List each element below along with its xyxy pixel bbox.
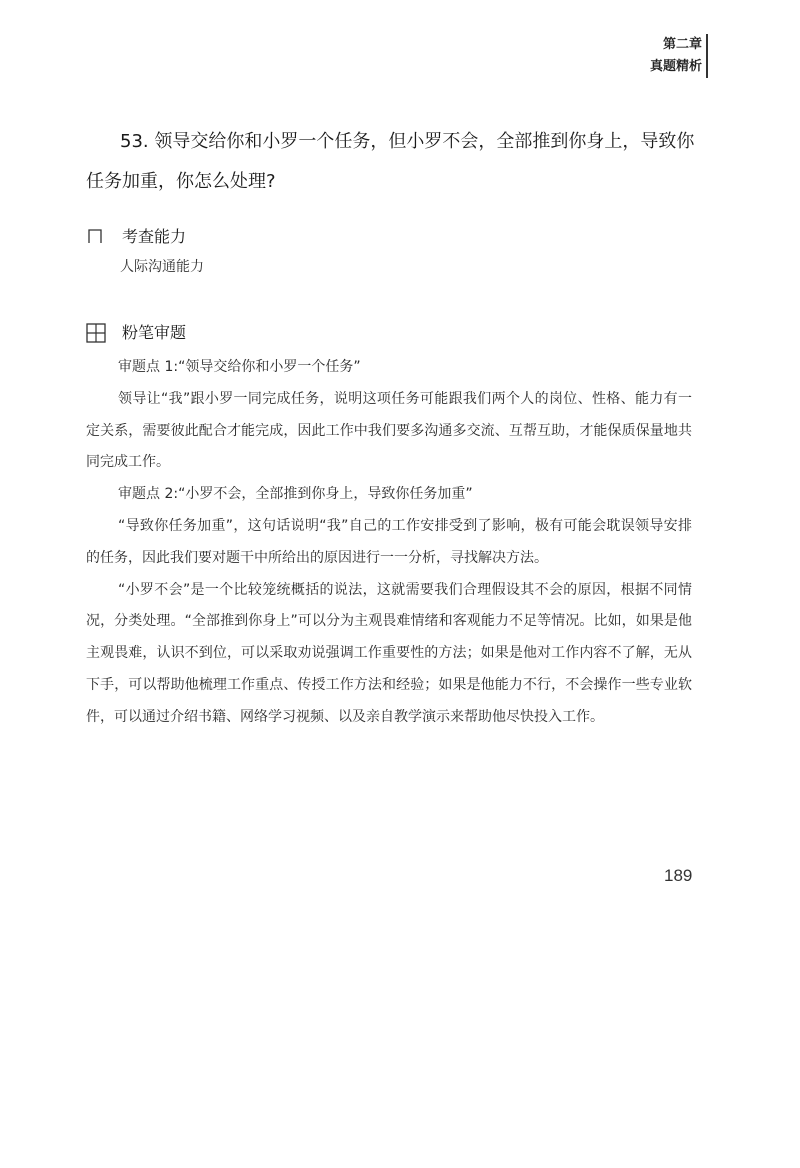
grid-box-icon — [86, 323, 104, 341]
chapter-label: 第二章 — [662, 37, 702, 52]
ability-content: 人际沟通能力 — [120, 259, 204, 275]
analysis-title: 粉笔审题 — [122, 323, 187, 342]
analysis-point-heading: 审题点 2:“小罗不会，全部推到你身上，导致你任务加重” — [118, 486, 473, 503]
analysis-section-heading — [86, 320, 186, 343]
section-label: 真题精析 — [649, 59, 702, 74]
question-text — [86, 122, 706, 202]
page-number: 189 — [664, 866, 693, 885]
running-header — [650, 34, 702, 78]
analysis-point-heading: 审题点 1:“领导交给你和小罗一个任务” — [118, 359, 361, 375]
analysis-paragraph: “导致你任务加重”，这句话说明“我”自己的工作安排受到了影响，极有可能会耽误领导安排的任务，因此我们要对题干中所给出的原因进行一一分析，寻找解决方法。 — [86, 517, 692, 566]
ability-title: 考查能力 — [122, 227, 187, 246]
header-divider — [706, 34, 708, 78]
analysis-paragraph: 领导让“我”跟小罗一同完成任务，说明这项任务可能跟我们两个人的岗位、性格、能力有一定关系，需要彼此配合才能完成，因此工作中我们要多沟通多交流、互帮互助，才能保质保量地共同完成工作。 — [86, 390, 692, 471]
analysis-body — [86, 352, 692, 734]
ability-section-heading — [86, 224, 186, 247]
analysis-paragraph: “小罗不会”是一个比较笼统概括的说法，这就需要我们合理假设其不会的原因，根据不同情况，分类处理。“全部推到你身上”可以分为主观畏难情绪和客观能力不足等情况。比如，如果是他主观畏难，认识不到位，可以采取劝说强调工作重要性的方法；如果是他对工作内容不了解，无从下手，可以帮助他梳理工作重点、传授工作方法和经验；如果是他能力不行，不会操作一些专业软件，可以通过介绍书籍、网络学习视频、以及亲自教学演示来帮助他尽快投入工作。 — [86, 581, 692, 725]
question-paragraph: 53. 领导交给你和小罗一个任务，但小罗不会，全部推到你身上，导致你任务加重，你怎么处理? — [86, 131, 695, 192]
open-frame-icon — [86, 227, 104, 245]
